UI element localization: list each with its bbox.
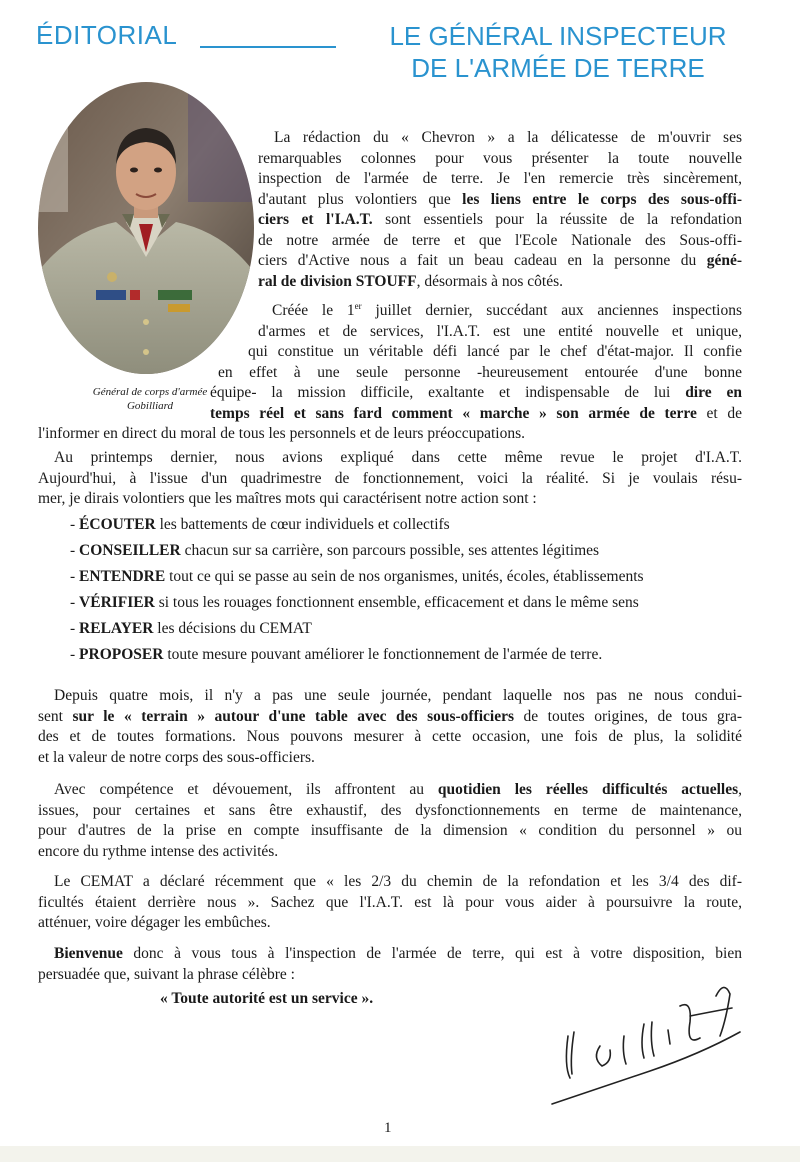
- paragraph-6: [38, 872, 742, 934]
- text-line: Aujourd'hui, à l'issue d'un quadrimestre de fonctionnement, voici la réalité. Si je voulais résu-: [38, 469, 742, 487]
- list-item: - PROPOSER toute mesure pouvant améliorer le fonctionnement de l'armée de terre.: [70, 646, 603, 663]
- text-line: en effet à une seule personne -heureusement entourée d'une bonne: [218, 363, 742, 381]
- list-item: - CONSEILLER chacun sur sa carrière, son parcours possible, ses attentes légitimes: [70, 542, 600, 559]
- section-title: ÉDITORIAL: [36, 20, 178, 50]
- list-item: - ÉCOUTER les battements de cœur individuels et collectifs: [70, 516, 450, 533]
- text-line: temps réel et sans fard comment « marche » son armée de terre et de: [210, 404, 742, 422]
- paragraph-3: [38, 448, 742, 510]
- text-line: équipe- la mission difficile, exaltante et indispensable de lui dire en: [210, 384, 742, 402]
- paragraph-2: [38, 296, 742, 445]
- list-item: - VÉRIFIER si tous les rouages fonctionnent ensemble, efficacement et dans le même sens: [70, 594, 639, 611]
- text-line: persuadée que, suivant la phrase célèbre :: [38, 965, 295, 983]
- text-line: d'armes et de services, l'I.A.T. est une entité nouvelle et unique,: [258, 322, 742, 340]
- text-line: ciers et l'I.A.T. sont essentiels pour la réussite de la refondation: [258, 211, 743, 228]
- page-title-line2: DE L'ARMÉE DE TERRE: [411, 53, 705, 83]
- list-item: - RELAYER les décisions du CEMAT: [70, 620, 312, 637]
- text-line: Le CEMAT a déclaré récemment que « les 2/3 du chemin de la refondation et les 3/4 des dif-: [54, 873, 742, 890]
- text-line: l'informer en direct du moral de tous les personnels et de leurs préoccupations.: [38, 425, 526, 443]
- text-line: de notre armée de terre et que l'Ecole Nationale des Sous-offi-: [258, 231, 742, 249]
- text-line: remarquables colonnes pour vous présenter la toute nouvelle: [258, 149, 742, 167]
- text-line: mer, je dirais volontiers que les maîtres mots qui caractérisent notre action sont :: [38, 490, 537, 507]
- text-line: ral de division STOUFF, désormais à nos côtés.: [258, 272, 563, 290]
- page-title: [358, 20, 758, 84]
- page-footer-band: [0, 1146, 800, 1162]
- text-line: sent sur le « terrain » autour d'une table avec des sous-officiers de toutes origines, de tous gra-: [38, 707, 742, 725]
- text-line: encore du rythme intense des activités.: [38, 842, 279, 860]
- caption-rank: Général de corps d'armée: [92, 386, 208, 398]
- caption-name: Gobilliard: [126, 400, 174, 412]
- text-line: et la valeur de notre corps des sous-officiers.: [38, 748, 315, 766]
- text-line: inspection de l'armée de terre. Je l'en remercie très sincèrement,: [258, 170, 742, 187]
- text-line: d'autant plus volontiers que les liens entre le corps des sous-offi-: [258, 190, 742, 208]
- text-line: ficultés étaient derrière nous ». Sachez que l'I.A.T. est là pour vous aider à poursuivre la route,: [38, 893, 742, 911]
- list-item: - ENTENDRE tout ce qui se passe au sein de nos organismes, unités, écoles, établissements: [70, 568, 644, 585]
- handwritten-signature: [540, 966, 760, 1116]
- page-number: 1: [384, 1120, 392, 1136]
- text-line: Créée le 1er juillet dernier, succédant aux anciennes inspections: [272, 301, 742, 320]
- text-line: Avec compétence et dévouement, ils affrontent au quotidien les réelles difficultés actuelles,: [54, 781, 742, 798]
- paragraph-1: [258, 128, 742, 292]
- text-line: ciers d'Active nous a fait un beau cadeau en la personne du géné-: [258, 252, 742, 269]
- text-line: des et de toutes formations. Nous pouvons mesurer à cette occasion, une fois de plus, la solidité: [38, 728, 742, 745]
- paragraph-4: [38, 686, 742, 768]
- text-line: Bienvenue donc à vous tous à l'inspection de l'armée de terre, qui est à votre disposition, bien: [54, 945, 742, 962]
- action-keywords-list: [70, 512, 760, 668]
- text-line: pour d'autres de la prise en compte insuffisante de la dimension « condition du personnel » ou: [38, 822, 742, 839]
- text-line: qui constitue un véritable défi lancé par le chef d'état-major. Il confie: [248, 343, 742, 361]
- text-line: issues, pour certaines et sans être exhaustif, des dysfonctionnements en terme de maintenance,: [38, 801, 742, 819]
- page-title-line1: LE GÉNÉRAL INSPECTEUR: [389, 21, 727, 51]
- paragraph-5: [38, 780, 742, 862]
- closing-quote: « Toute autorité est un service ».: [160, 990, 374, 1007]
- header-rule: [200, 46, 336, 48]
- text-line: La rédaction du « Chevron » a la délicatesse de m'ouvrir ses: [274, 129, 742, 146]
- text-line: Au printemps dernier, nous avions expliqué dans cette même revue le projet d'I.A.T.: [54, 449, 742, 466]
- text-line: atténuer, voire dégager les embûches.: [38, 914, 271, 931]
- text-line: Depuis quatre mois, il n'y a pas une seule journée, pendant laquelle nos pas ne nous condui-: [54, 687, 742, 704]
